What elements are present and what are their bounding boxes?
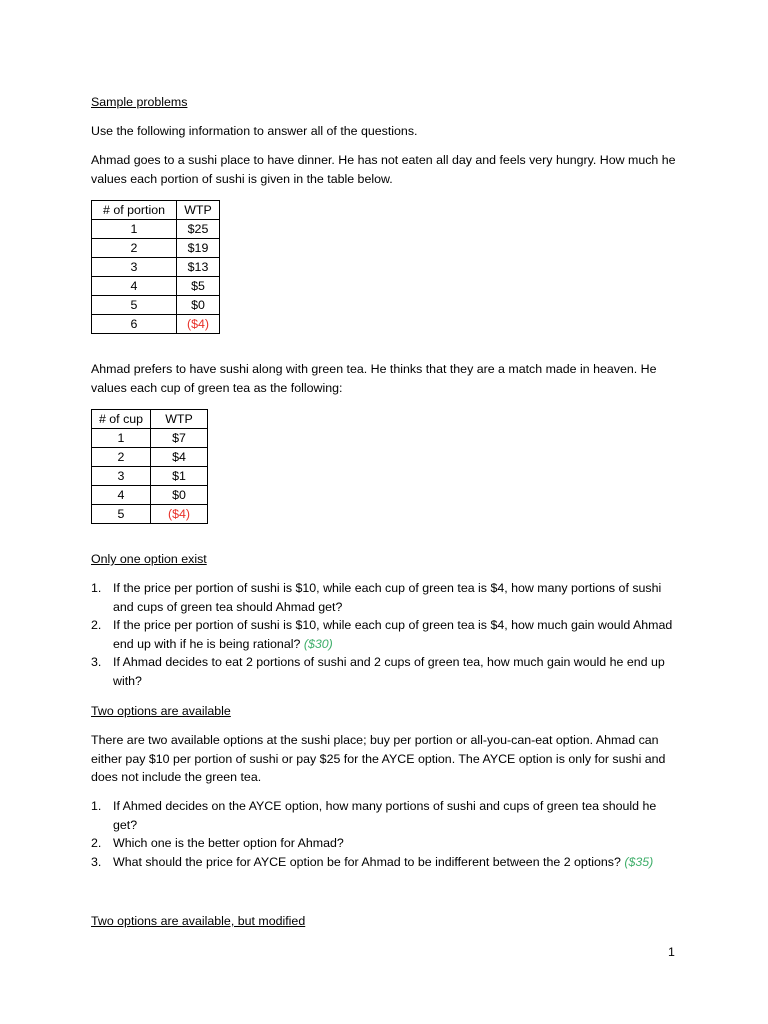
column-header: WTP <box>177 201 220 220</box>
heading-sample-problems: Sample problems <box>91 95 188 109</box>
sushi-paragraph: Ahmad goes to a sushi place to have dinner. He has not eaten all day and feels very hungry. How much he values each portion of sushi is given in the table below. <box>91 153 676 186</box>
table-row <box>92 315 220 334</box>
one-option-question-list <box>91 579 683 690</box>
question-text: If the price per portion of sushi is $10, while each cup of green tea is $4, how many portions of sushi and cups of green tea should Ahmad get? <box>113 581 662 614</box>
table-row <box>92 505 208 524</box>
table-row <box>92 429 208 448</box>
table-header-row <box>92 201 220 220</box>
table-row <box>92 258 220 277</box>
column-header: # of portion <box>92 201 177 220</box>
list-item <box>91 579 683 616</box>
intro-text: Use the following information to answer all of the questions. <box>91 124 418 138</box>
table-cell: 2 <box>92 448 151 467</box>
table-cell: $5 <box>177 277 220 296</box>
heading-two-options-modified: Two options are available, but modified <box>91 914 306 928</box>
table-row <box>92 448 208 467</box>
table-cell: 3 <box>92 258 177 277</box>
table-cell: 1 <box>92 220 177 239</box>
question-text: If Ahmad decides to eat 2 portions of sushi and 2 cups of green tea, how much gain would he end up with? <box>113 655 665 688</box>
column-header: # of cup <box>92 410 151 429</box>
table-row <box>92 239 220 258</box>
page-number: 1 <box>668 945 675 959</box>
table-cell: 2 <box>92 239 177 258</box>
question-text: What should the price for AYCE option be for Ahmad to be indifferent between the 2 options? <box>113 854 621 869</box>
heading-only-one-option: Only one option exist <box>91 552 207 566</box>
list-item <box>91 616 683 653</box>
table-cell: $1 <box>151 467 208 486</box>
list-item <box>91 797 683 834</box>
table-cell: 5 <box>92 505 151 524</box>
table-row <box>92 467 208 486</box>
table-row <box>92 277 220 296</box>
table-row <box>92 296 220 315</box>
sushi-wtp-table <box>91 200 220 334</box>
question-number: 2. <box>91 836 102 850</box>
tea-wtp-table <box>91 409 208 524</box>
question-text: If Ahmed decides on the AYCE option, how many portions of sushi and cups of green tea should he get? <box>113 799 657 832</box>
negative-value-cell: ($4) <box>151 505 208 524</box>
question-number: 3. <box>91 655 102 669</box>
table-cell: $13 <box>177 258 220 277</box>
negative-value-cell: ($4) <box>177 315 220 334</box>
table-cell: 3 <box>92 467 151 486</box>
table-cell: $19 <box>177 239 220 258</box>
list-item <box>91 653 683 690</box>
table-cell: 1 <box>92 429 151 448</box>
two-options-paragraph: There are two available options at the sushi place; buy per portion or all-you-can-eat option. Ahmad can either pay $10 per portion of sushi or pay $25 for the AYCE option. The AYCE option is only for sushi and does not include the green tea. <box>91 733 666 784</box>
question-number: 1. <box>91 581 102 595</box>
table-row <box>92 220 220 239</box>
question-text: Which one is the better option for Ahmad? <box>113 836 344 850</box>
table-row <box>92 486 208 505</box>
question-number: 2. <box>91 618 102 632</box>
question-text: If the price per portion of sushi is $10, while each cup of green tea is $4, how much gain would Ahmad end up with if he is being rational? <box>113 618 673 651</box>
question-number: 3. <box>91 854 102 869</box>
table-cell: 6 <box>92 315 177 334</box>
question-number: 1. <box>91 799 102 813</box>
table-cell: $4 <box>151 448 208 467</box>
heading-two-options: Two options are available <box>91 704 231 718</box>
table-cell: 4 <box>92 277 177 296</box>
table-cell: 4 <box>92 486 151 505</box>
column-header: WTP <box>151 410 208 429</box>
table-header-row <box>92 410 208 429</box>
table-cell: 5 <box>92 296 177 315</box>
answer-text: ($35) <box>624 854 654 869</box>
table-cell: $0 <box>151 486 208 505</box>
list-item <box>91 834 683 853</box>
two-options-question-list <box>91 797 683 871</box>
table-cell: $25 <box>177 220 220 239</box>
table-cell: $0 <box>177 296 220 315</box>
answer-text: ($30) <box>303 636 333 651</box>
list-item <box>91 853 683 872</box>
table-cell: $7 <box>151 429 208 448</box>
tea-paragraph: Ahmad prefers to have sushi along with green tea. He thinks that they are a match made in heaven. He values each cup of green tea as the following: <box>91 362 657 395</box>
